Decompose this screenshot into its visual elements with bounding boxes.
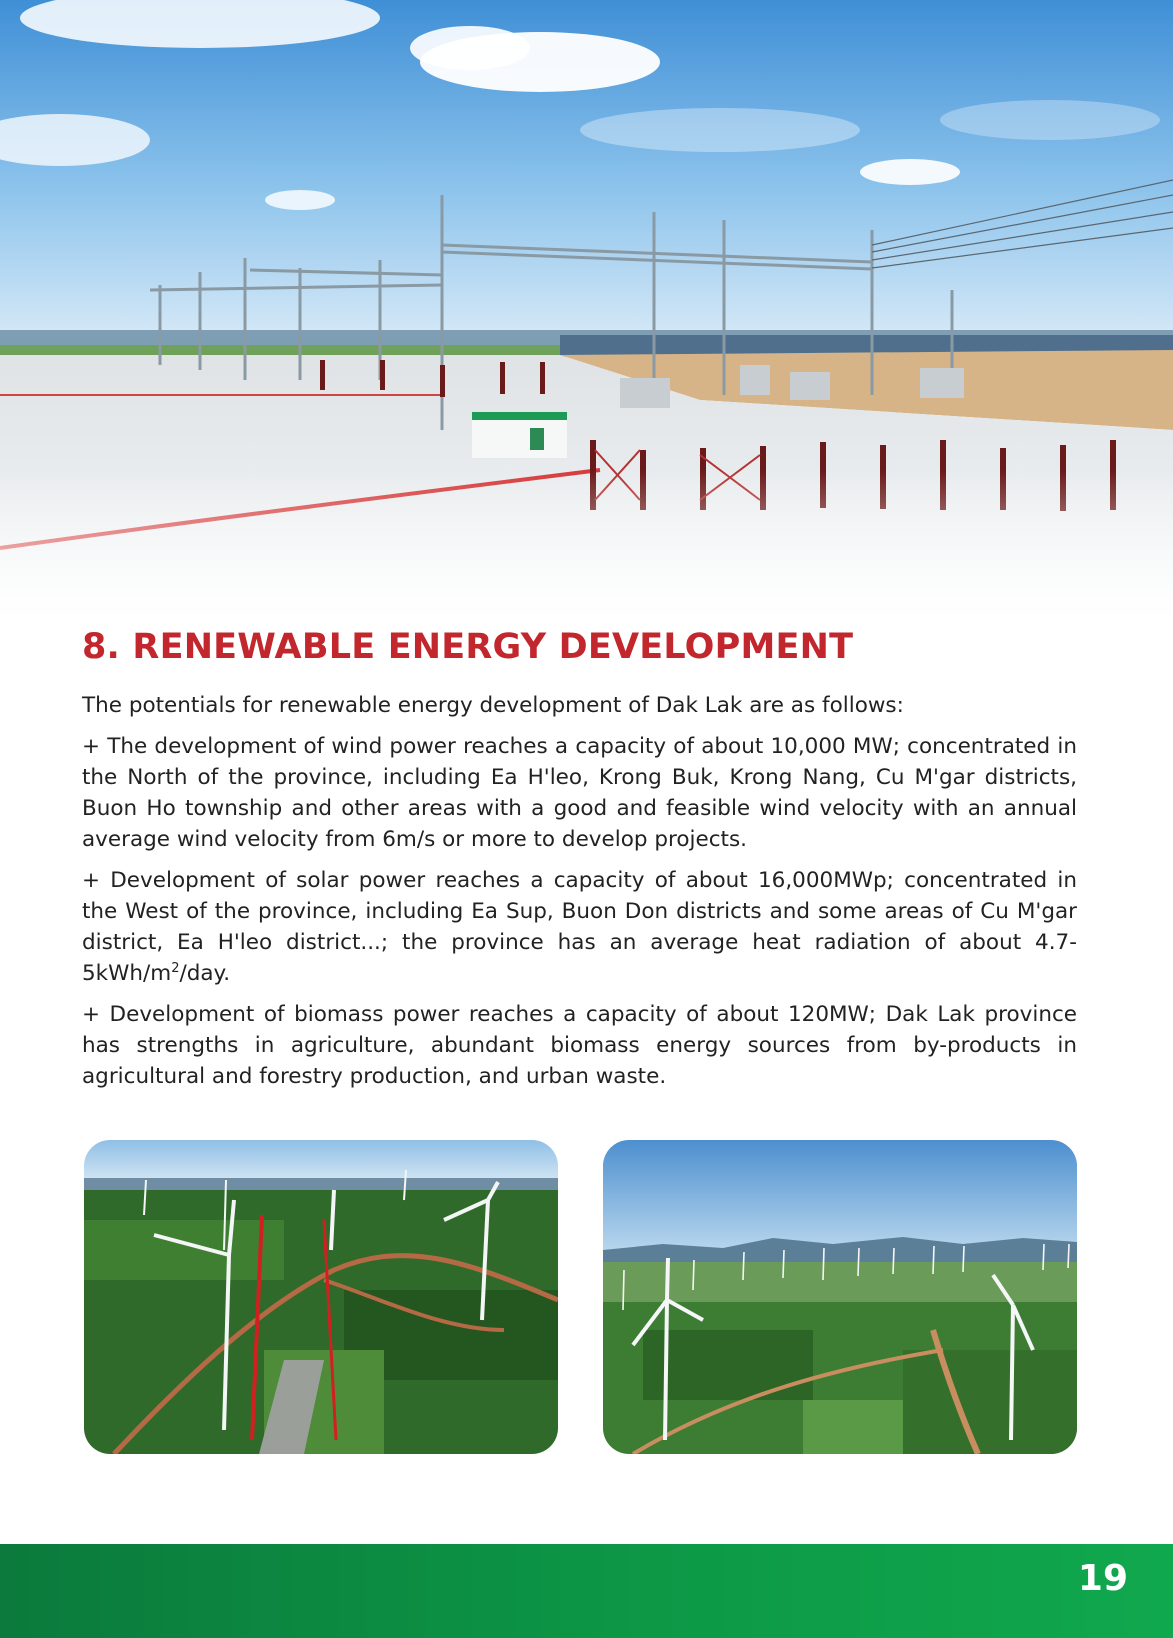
photo-wind-turbine-construction <box>84 1140 558 1454</box>
intro-paragraph: The potentials for renewable energy development of Dak Lak are as follows: <box>82 693 904 718</box>
solar-paragraph <box>82 865 1077 989</box>
body-text <box>82 690 1077 1102</box>
biomass-paragraph: + Development of biomass power reaches a capacity of about 120MW; Dak Lak province has strengths in agriculture, abundant biomass energy sources from by-products in agricultural and forestry production, and urban waste. <box>82 1002 1077 1089</box>
footer-band <box>0 1544 1173 1638</box>
photo-wind-farm <box>603 1140 1077 1454</box>
section-title: 8. RENEWABLE ENERGY DEVELOPMENT <box>82 627 854 667</box>
solar-text-end: /day. <box>179 961 231 986</box>
page-number: 19 <box>1077 1558 1128 1599</box>
hero-photo-substation <box>0 0 1173 620</box>
wind-paragraph: + The development of wind power reaches a capacity of about 10,000 MW; concentrated in the North of the province, including Ea H'leo, Krong Buk, Krong Nang, Cu M'gar districts, Buon Ho township and other areas with a good and feasible wind velocity with an annual average wind velocity from 6m/s or more to develop projects. <box>82 734 1077 852</box>
solar-text: + Development of solar power reaches a capacity of about 16,000MWp; concentrated in the West of the province, including Ea Sup, Buon Don districts and some areas of Cu M'gar district, Ea H'leo district...; the province has an average heat radiation of about 4.7-5kWh/m <box>82 868 1077 986</box>
superscript-2: 2 <box>171 961 180 976</box>
